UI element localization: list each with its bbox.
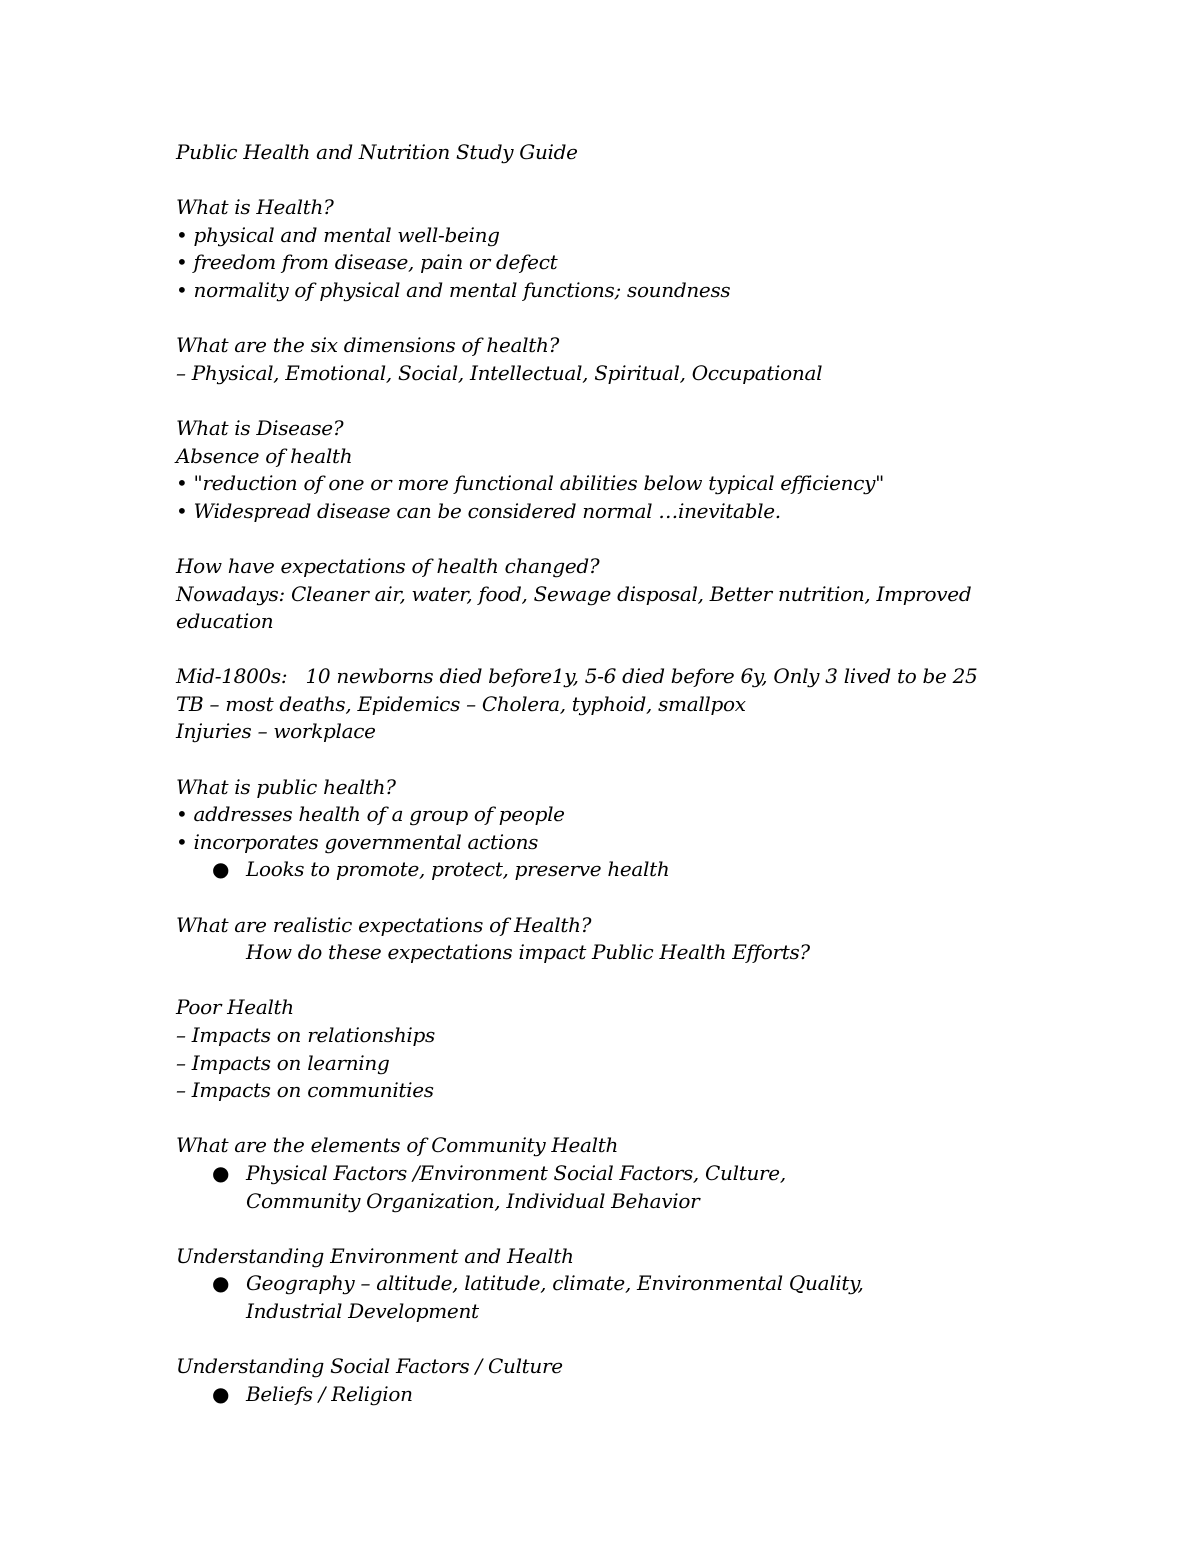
list-item: • addresses health of a group of people bbox=[176, 802, 565, 827]
bullet-item bbox=[176, 1270, 946, 1325]
list-item: • freedom from disease, pain or defect bbox=[176, 250, 558, 275]
section-heading: How have expectations of health changed? bbox=[176, 553, 600, 578]
text-line: TB – most deaths, Epidemics – Cholera, typhoid, smallpox bbox=[176, 691, 746, 716]
bullet-icon: ● bbox=[212, 1381, 230, 1406]
bullet-text: Looks to promote, protect, preserve health bbox=[246, 857, 670, 882]
list-item: • physical and mental well-being bbox=[176, 222, 500, 247]
spacer bbox=[176, 387, 976, 415]
spacer bbox=[176, 167, 976, 195]
text-line: Injuries – workplace bbox=[176, 719, 376, 744]
text-line: Nowadays: Cleaner air, water, food, Sewage disposal, Better nutrition, Improved bbox=[176, 581, 972, 606]
bullet-item bbox=[176, 856, 976, 884]
list-item: – Impacts on communities bbox=[176, 1078, 434, 1103]
list-item: • "reduction of one or more functional abilities below typical efficiency" bbox=[176, 471, 885, 496]
document-body bbox=[176, 139, 976, 1408]
list-item: • Widespread disease can be considered normal …inevitable. bbox=[176, 498, 781, 523]
spacer bbox=[176, 1326, 976, 1354]
list-item: – Physical, Emotional, Social, Intellectual, Spiritual, Occupational bbox=[176, 360, 823, 385]
list-item: – Impacts on relationships bbox=[176, 1023, 435, 1047]
section-heading: What is Disease? bbox=[176, 415, 344, 440]
section-heading: Poor Health bbox=[176, 995, 294, 1020]
spacer bbox=[176, 884, 976, 912]
bullet-text: Beliefs / Religion bbox=[246, 1381, 413, 1406]
document-title: Public Health and Nutrition Study Guide bbox=[176, 140, 578, 164]
section-heading: What is public health? bbox=[176, 774, 396, 799]
spacer bbox=[176, 1215, 976, 1243]
section-heading: What are realistic expectations of Health? bbox=[176, 912, 592, 937]
spacer bbox=[176, 636, 976, 664]
bullet-icon: ● bbox=[212, 1271, 230, 1296]
section-heading: Understanding Environment and Health bbox=[176, 1243, 574, 1268]
section-heading: What are the six dimensions of health? bbox=[176, 333, 560, 358]
text-line: education bbox=[176, 609, 274, 634]
list-item: – Impacts on learning bbox=[176, 1050, 390, 1075]
section-heading: What is Health? bbox=[176, 195, 334, 220]
text-line: Mid-1800s: 10 newborns died before1y, 5-6 died before 6y, Only 3 lived to be 25 bbox=[176, 664, 978, 689]
bullet-item bbox=[176, 1381, 976, 1409]
indented-line: How do these expectations impact Public Health Efforts? bbox=[246, 940, 810, 965]
bullet-icon: ● bbox=[212, 857, 230, 882]
list-item: • incorporates governmental actions bbox=[176, 829, 539, 854]
spacer bbox=[176, 746, 976, 774]
bullet-icon: ● bbox=[212, 1160, 230, 1185]
spacer bbox=[176, 305, 976, 333]
spacer bbox=[176, 967, 976, 995]
bullet-item bbox=[176, 1160, 886, 1215]
bullet-text: Physical Factors /Environment Social Factors, Culture, Community Organization, Individual Behavior bbox=[246, 1160, 786, 1213]
bullet-text: Geography – altitude, latitude, climate, Environmental Quality, Industrial Development bbox=[246, 1271, 864, 1323]
section-heading: Understanding Social Factors / Culture bbox=[176, 1354, 563, 1379]
section-heading: What are the elements of Community Health bbox=[176, 1133, 619, 1158]
spacer bbox=[176, 525, 976, 553]
list-item: • normality of physical and mental functions; soundness bbox=[176, 277, 731, 302]
text-line: Absence of health bbox=[176, 443, 353, 468]
spacer bbox=[176, 1105, 976, 1133]
